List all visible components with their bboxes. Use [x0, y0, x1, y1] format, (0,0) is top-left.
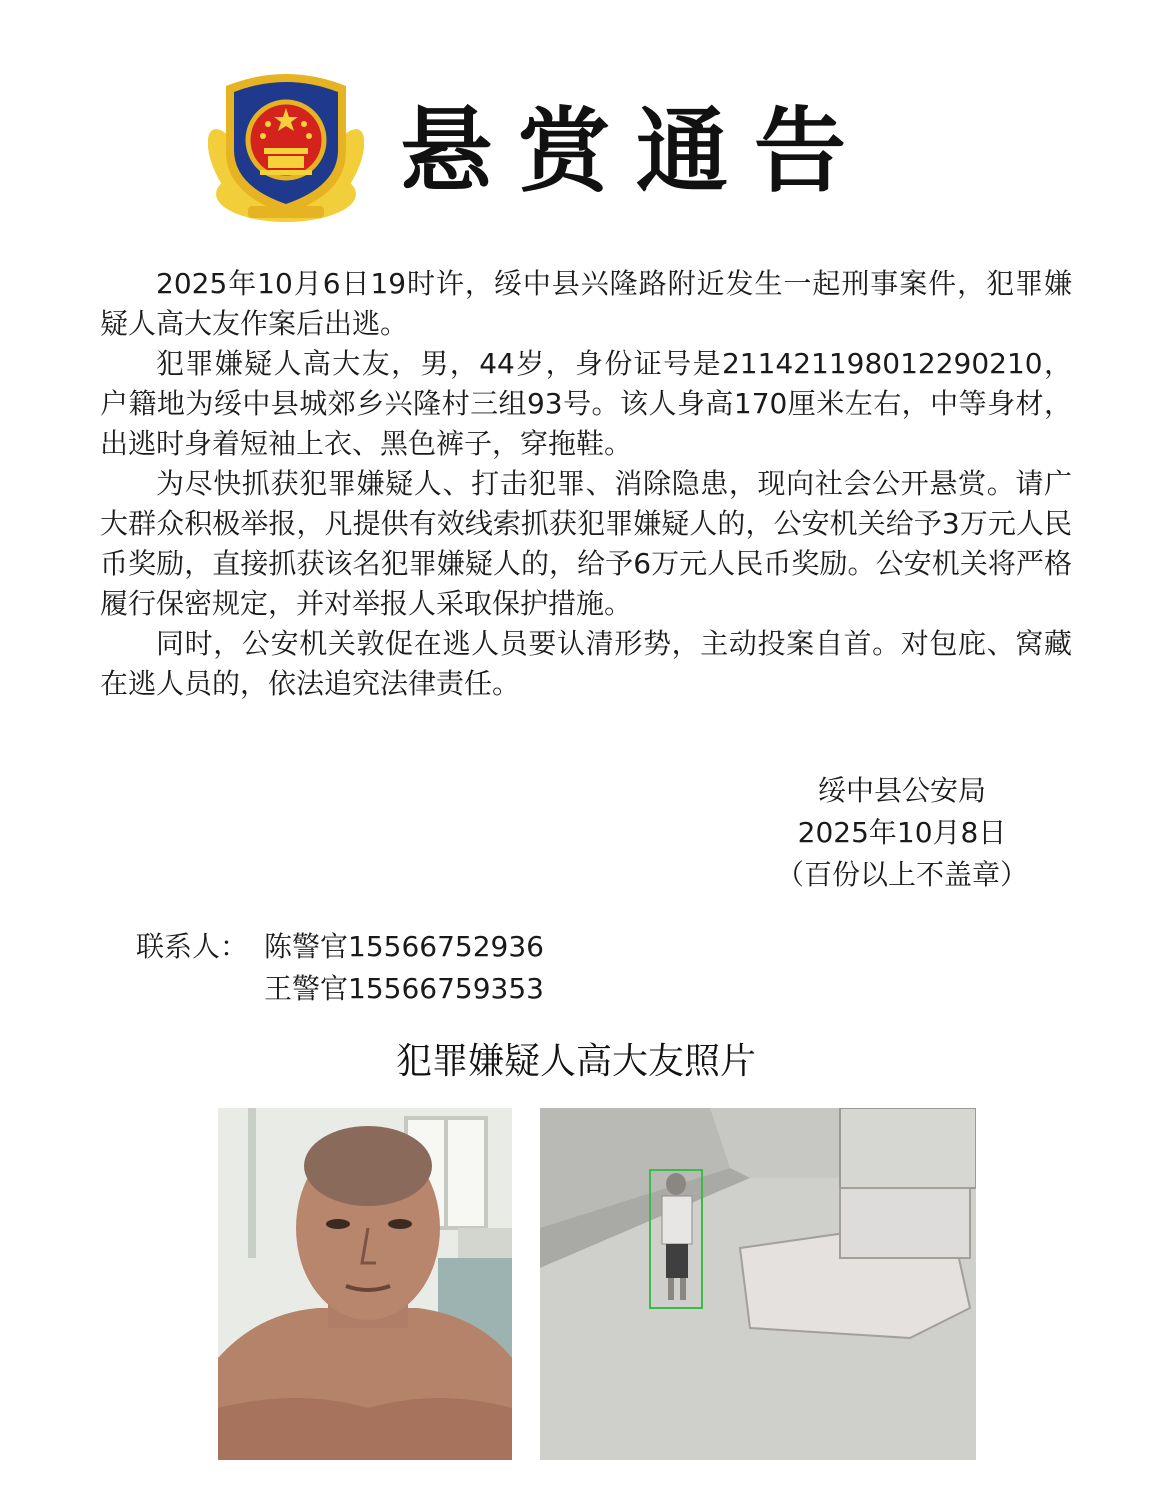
paragraph-incident: 2025年10月6日19时许，绥中县兴隆路附近发生一起刑事案件，犯罪嫌疑人高大友作案后出逃。: [100, 267, 1072, 340]
contact-block: [136, 926, 544, 1010]
contact-entry: 陈警官15566752936: [264, 930, 544, 963]
contact-label: 联系人：: [136, 930, 249, 963]
signature-block: [752, 770, 1052, 896]
suspect-portrait-photo: [218, 1108, 512, 1460]
suspect-cctv-photo: [540, 1108, 976, 1460]
notice-title: 悬赏通告: [400, 97, 873, 205]
police-emblem-icon: [208, 66, 364, 226]
paragraph-warning: 同时，公安机关敦促在逃人员要认清形势，主动投案自首。对包庇、窝藏在逃人员的，依法追究法律责任。: [100, 627, 1072, 700]
notice-body: [100, 264, 1072, 704]
photos-heading: 犯罪嫌疑人高大友照片: [395, 1041, 756, 1082]
paragraph-suspect-description: 犯罪嫌疑人高大友，男，44岁，身份证号是211421198012290210，户籍地为绥中县城郊乡兴隆村三组93号。该人身高170厘米左右，中等身材，出逃时身着短袖上衣、黑色裤子，穿拖鞋。: [100, 347, 1072, 460]
stamp-note: （百份以上不盖章）: [775, 858, 1028, 891]
paragraph-reward: 为尽快抓获犯罪嫌疑人、打击犯罪、消除隐患，现向社会公开悬赏。请广大群众积极举报，凡提供有效线索抓获犯罪嫌疑人的，公安机关给予3万元人民币奖励，直接抓获该名犯罪嫌疑人的，给予6万元人民币奖励。公安机关将严格履行保密规定，并对举报人采取保护措施。: [100, 467, 1072, 620]
issuer: 绥中县公安局: [817, 774, 986, 807]
contact-entry: 王警官15566759353: [264, 972, 544, 1005]
issue-date: 2025年10月8日: [797, 816, 1007, 849]
